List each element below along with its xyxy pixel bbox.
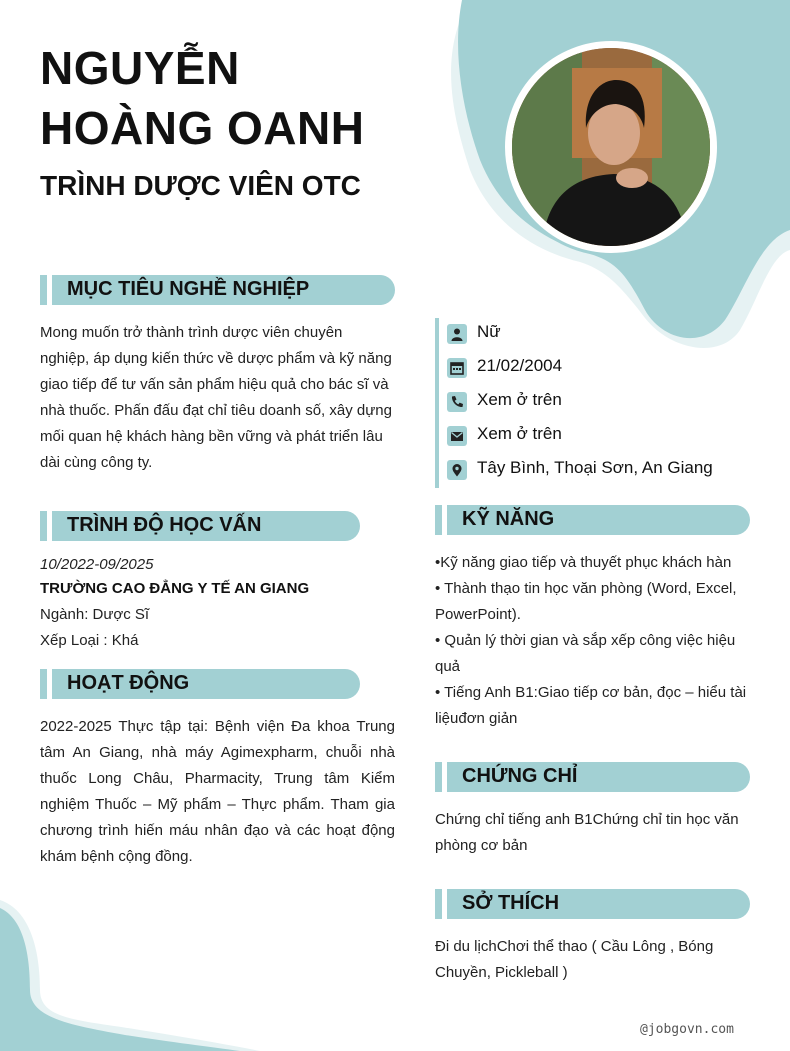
contact-list bbox=[435, 318, 759, 488]
section-header-hobbies bbox=[435, 889, 750, 919]
phone-icon bbox=[447, 392, 467, 412]
section-title: KỸ NĂNG bbox=[462, 508, 555, 530]
contact-text: Xem ở trên bbox=[477, 390, 562, 409]
section-header-certificates bbox=[435, 762, 750, 792]
contact-text: Xem ở trên bbox=[477, 424, 562, 443]
skill-item: • Tiếng Anh B1:Giao tiếp cơ bản, đọc – hiểu tài liệuđơn giản bbox=[435, 684, 747, 727]
section-title: HOẠT ĐỘNG bbox=[67, 672, 190, 694]
location-icon bbox=[447, 460, 467, 480]
section-title: MỤC TIÊU NGHỀ NGHIỆP bbox=[67, 278, 310, 300]
contact-email bbox=[439, 420, 759, 454]
certificates-text: Chứng chỉ tiếng anh B1Chứng chỉ tin học văn phòng cơ bản bbox=[435, 811, 739, 854]
section-header-objective bbox=[40, 275, 395, 305]
education-major: Ngành: Dược Sĩ bbox=[40, 606, 150, 623]
profile-photo bbox=[512, 48, 710, 246]
section-header-education bbox=[40, 511, 360, 541]
section-title: CHỨNG CHỈ bbox=[462, 765, 578, 787]
name-line-2: HOÀNG OANH bbox=[40, 102, 365, 154]
calendar-icon bbox=[447, 358, 467, 378]
contact-text: Nữ bbox=[477, 322, 501, 341]
person-icon bbox=[447, 324, 467, 344]
contact-birthday bbox=[439, 352, 759, 386]
bottom-left-blob bbox=[0, 900, 260, 1051]
skills-list bbox=[435, 550, 750, 732]
hobbies-text: Đi du lịchChơi thể thao ( Cầu Lông , Bóng Chuyền, Pickleball ) bbox=[435, 938, 714, 981]
section-title: SỞ THÍCH bbox=[462, 892, 560, 914]
skill-item: •Kỹ năng giao tiếp và thuyết phục khách hàn bbox=[435, 554, 732, 571]
education-school: TRƯỜNG CAO ĐẲNG Y TẾ AN GIANG bbox=[40, 580, 310, 597]
job-title: TRÌNH DƯỢC VIÊN OTC bbox=[40, 170, 361, 201]
contact-phone bbox=[439, 386, 759, 420]
contact-text: Tây Bình, Thoại Sơn, An Giang bbox=[477, 458, 713, 477]
contact-text: 21/02/2004 bbox=[477, 356, 563, 375]
name-line-1: NGUYỄN bbox=[40, 42, 240, 94]
contact-gender bbox=[439, 318, 759, 352]
section-header-skills bbox=[435, 505, 750, 535]
mail-icon bbox=[447, 426, 467, 446]
candidate-name bbox=[40, 38, 364, 158]
contact-address bbox=[439, 454, 759, 488]
section-title: TRÌNH ĐỘ HỌC VẤN bbox=[67, 514, 262, 536]
watermark: @jobgovn.com bbox=[640, 1022, 734, 1037]
section-header-activities bbox=[40, 669, 360, 699]
activities-text: 2022-2025 Thực tập tại: Bệnh viện Đa khoa Trung tâm An Giang, nhà máy Agimexpharm, chuỗi nhà thuốc Long Châu, Pharmacity, Trung tâm Kiểm nghiệm Thuốc – Mỹ phẩm – Thực phẩm. Tham gia chương trình hiến máu nhân đạo và các hoạt động khám bệnh cộng đồng. bbox=[40, 718, 395, 865]
education-date: 10/2022-09/2025 bbox=[40, 556, 154, 573]
skill-item: • Quản lý thời gian và sắp xếp công việc hiệu quả bbox=[435, 632, 736, 675]
education-rank: Xếp Loại : Khá bbox=[40, 632, 139, 649]
skill-item: • Thành thạo tin học văn phòng (Word, Excel, PowerPoint). bbox=[435, 580, 737, 623]
objective-text: Mong muốn trở thành trình dược viên chuyên nghiệp, áp dụng kiến thức về dược phẩm và kỹ năng giao tiếp để tư vấn sản phẩm hiệu quả cho bác sĩ và nhà thuốc. Phấn đấu đạt chỉ tiêu doanh số, xây dựng mối quan hệ khách hàng bền vững và phát triển lâu dài cùng công ty. bbox=[40, 324, 392, 471]
